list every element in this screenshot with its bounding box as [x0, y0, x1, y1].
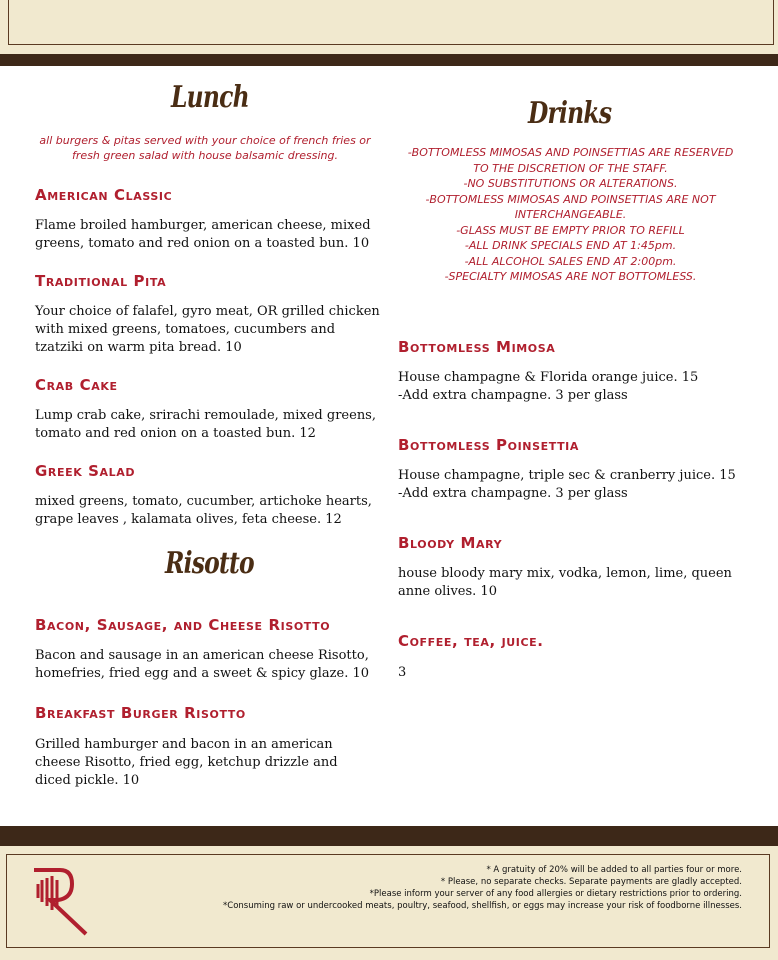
item-desc-breakfast-burger-risotto: Grilled hamburger and bacon in an american cheese Risotto, fried egg, ketchup drizzle and diced pickle. 10	[35, 737, 338, 788]
top-frame	[8, 0, 774, 45]
item-title-bottomless-poinsettia: Bottomless Poinsettia	[398, 436, 579, 454]
item-title-bloody-mary: Bloody Mary	[398, 534, 503, 552]
top-bar	[0, 54, 778, 66]
drinks-rule: -ALL DRINK SPECIALS END AT 1:45pm.	[464, 239, 677, 252]
item-desc-american-classic: Flame broiled hamburger, american cheese, mixed greens, tomato and red onion on a toasted bun. 10	[35, 218, 371, 251]
footer-note: * Please, no separate checks. Separate payments are gladly accepted.	[440, 877, 742, 887]
item-title-coffee-tea-juice: Coffee, tea, juice.	[398, 632, 544, 650]
drinks-rule: INTERCHANGEABLE.	[514, 208, 627, 221]
drinks-rule: -BOTTOMLESS MIMOSAS AND POINSETTIAS ARE NOT	[425, 192, 716, 206]
drinks-rule: -ALL ALCOHOL SALES END AT 2:00pm.	[464, 254, 677, 268]
footer-note: *Consuming raw or undercooked meats, poultry, seafood, shellfish, or eggs may increase your risk of foodborne illnesses.	[223, 901, 742, 911]
drinks-rule: -GLASS MUST BE EMPTY PRIOR TO REFILL	[456, 223, 685, 237]
drinks-heading: Drinks	[528, 96, 612, 131]
footer-notes	[142, 864, 742, 912]
item-title-crab-cake: Crab Cake	[35, 376, 118, 394]
footer-note: *Please inform your server of any food allergies or dietary restrictions prior to ordering.	[369, 889, 742, 899]
drinks-rule: -NO SUBSTITUTIONS OR ALTERATIONS.	[463, 177, 678, 190]
r-logo-icon	[28, 862, 108, 940]
drinks-rule: TO THE DISCRETION OF THE STAFF.	[473, 161, 668, 175]
drinks-rules	[398, 145, 743, 285]
item-desc-coffee-tea-juice: 3	[398, 665, 407, 680]
item-title-bacon-sausage-risotto: Bacon, Sausage, and Cheese Risotto	[35, 616, 331, 634]
bottom-bar	[0, 826, 778, 846]
lunch-heading: Lunch	[171, 80, 249, 115]
item-desc-greek-salad: mixed greens, tomato, cucumber, artichoke hearts, grape leaves , kalamata olives, feta cheese. 12	[35, 494, 372, 527]
item-desc-bacon-sausage-risotto: Bacon and sausage in an american cheese Risotto, homefries, fried egg and a sweet & spicy glaze. 10	[35, 648, 370, 681]
risotto-heading: Risotto	[165, 546, 254, 581]
item-desc-bloody-mary: house bloody mary mix, vodka, lemon, lime, queen anne olives. 10	[398, 566, 732, 599]
item-desc-bottomless-poinsettia: House champagne, triple sec & cranberry juice. 15 -Add extra champagne. 3 per glass	[398, 468, 736, 501]
item-title-traditional-pita: Traditional Pita	[35, 272, 167, 290]
item-desc-traditional-pita: Your choice of falafel, gyro meat, OR grilled chicken with mixed greens, tomatoes, cucumbers and tzatziki on warm pita bread. 10	[35, 304, 380, 355]
item-title-american-classic: American Classic	[35, 186, 173, 204]
item-title-greek-salad: Greek Salad	[35, 462, 136, 480]
drinks-rule: -BOTTOMLESS MIMOSAS AND POINSETTIAS ARE RESERVED	[407, 146, 734, 159]
item-desc-bottomless-mimosa: House champagne & Florida orange juice. 15 -Add extra champagne. 3 per glass	[398, 370, 699, 403]
footer-note: * A gratuity of 20% will be added to all parties four or more.	[486, 865, 742, 875]
item-desc-crab-cake: Lump crab cake, srirachi remoulade, mixed greens, tomato and red onion on a toasted bun. 12	[35, 408, 376, 441]
drinks-rule: -SPECIALTY MIMOSAS ARE NOT BOTTOMLESS.	[444, 270, 697, 283]
lunch-note: all burgers & pitas served with your choice of french fries or fresh green salad with house balsamic dressing.	[39, 134, 371, 162]
item-title-bottomless-mimosa: Bottomless Mimosa	[398, 338, 556, 356]
item-title-breakfast-burger-risotto: Breakfast Burger Risotto	[35, 704, 246, 722]
